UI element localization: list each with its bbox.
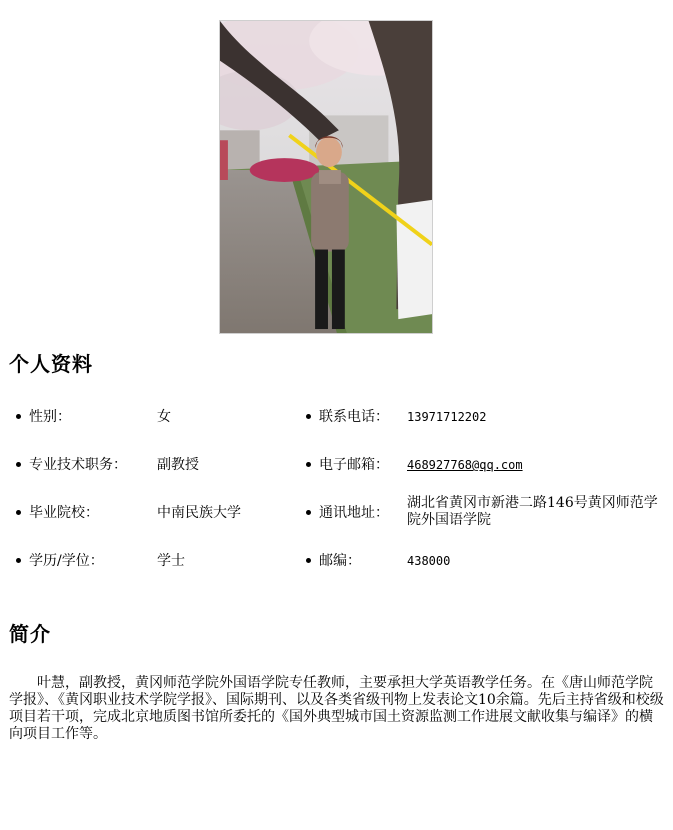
field-label: 通讯地址： [319, 505, 389, 521]
bullet-icon [306, 558, 311, 563]
field-value: 中南民族大学 [157, 505, 241, 521]
bullet-icon [306, 414, 311, 419]
bullet-icon [16, 462, 21, 467]
field-label: 电子邮箱： [319, 457, 389, 473]
field-label: 性别： [29, 409, 71, 425]
intro-paragraph: 叶慧，副教授，黄冈师范学院外国语学院专任教师，主要承担大学英语教学任务。在《唐山师范学院学报》、《黄冈职业技术学院学报》、国际期刊、以及各类省级刊物上发表论文10余篇。先后主持省级和校级项目若干项，完成北京地质图书馆所委托的《国外典型城市国土资源监测工作进展文献收集与编译》的横向项目工作等。 [9, 675, 664, 742]
field-label: 毕业院校： [29, 505, 99, 521]
intro-section-title: 简介 [9, 622, 51, 646]
bullet-icon [16, 414, 21, 419]
field-value: 13971712202 [407, 410, 487, 424]
field-label: 专业技术职务： [29, 457, 127, 473]
field-value: 副教授 [157, 457, 199, 473]
field-value: 438000 [407, 554, 451, 568]
bullet-icon [16, 558, 21, 563]
field-value: 女 [157, 409, 171, 425]
bullet-icon [306, 510, 311, 515]
bullet-icon [306, 462, 311, 467]
profile-section-title: 个人资料 [9, 352, 93, 376]
field-label: 学历/学位： [29, 553, 104, 569]
portrait-photo [219, 20, 433, 334]
field-label: 邮编： [319, 553, 361, 569]
field-label: 联系电话： [319, 409, 389, 425]
portrait-photo-illustration [220, 21, 432, 333]
email-link[interactable]: 468927768@qq.com [407, 458, 523, 472]
field-value: 湖北省黄冈市新港二路146号黄冈师范学院外国语学院 [407, 495, 658, 528]
field-value: 学士 [157, 553, 185, 569]
bullet-icon [16, 510, 21, 515]
